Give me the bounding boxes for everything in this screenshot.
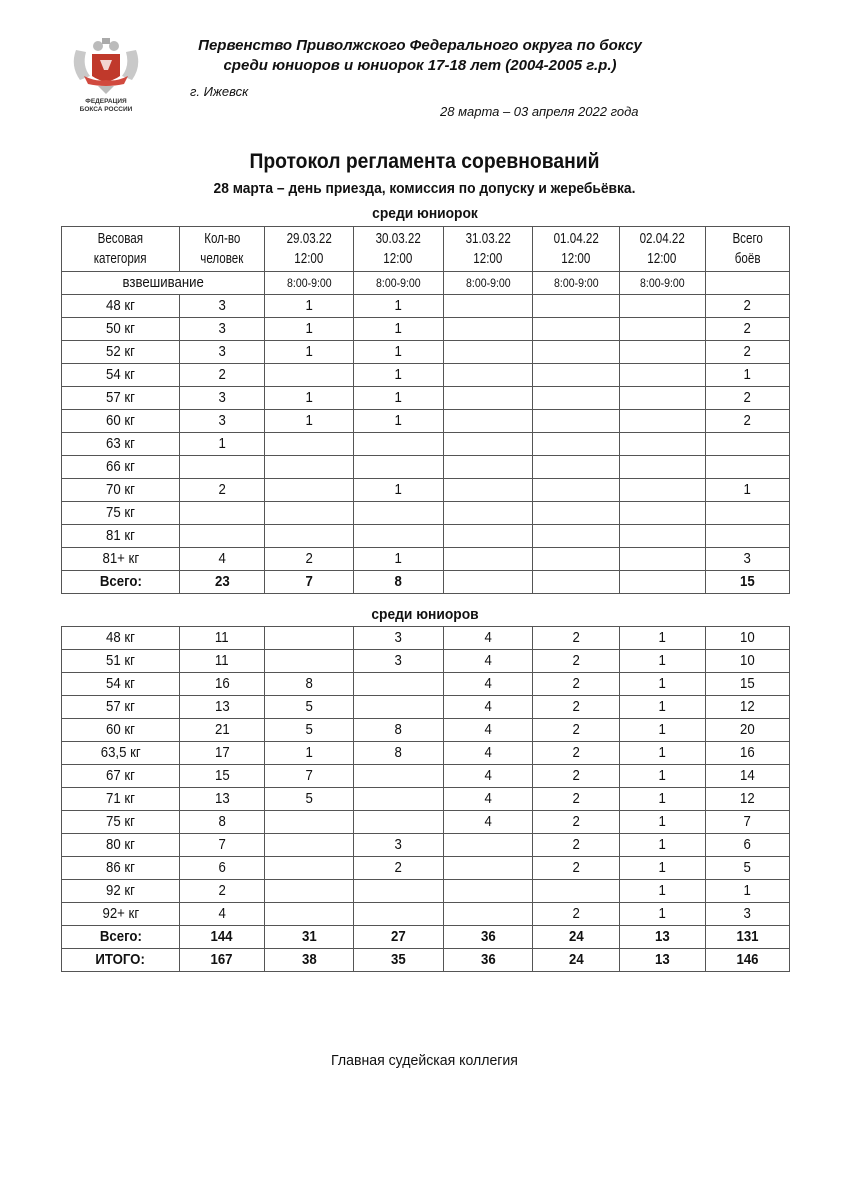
day-bouts-cell: [265, 857, 354, 880]
day-bouts-cell: 5: [265, 788, 354, 811]
day-bouts-cell: 1: [354, 364, 444, 387]
day-bouts-cell: 1: [620, 673, 706, 696]
day-bouts-cell: [620, 548, 706, 571]
total-bouts-cell: [706, 456, 790, 479]
day-bouts-cell: 1: [620, 834, 706, 857]
header-day-4: 01.04.22 12:00: [533, 227, 620, 272]
count-cell: 15: [180, 765, 265, 788]
day-bouts-cell: 1: [620, 650, 706, 673]
weight-category-cell: 54 кг: [62, 364, 180, 387]
grand-total-cell: 35: [354, 949, 444, 972]
table-row: [62, 880, 790, 903]
eagle-emblem-icon: [68, 36, 144, 96]
day-bouts-cell: [265, 627, 354, 650]
grand-total-cell: 13: [620, 949, 706, 972]
weight-category-cell: 86 кг: [62, 857, 180, 880]
championship-title-line1: Первенство Приволжского Федерального округа по боксу: [198, 37, 642, 54]
day-bouts-cell: 5: [265, 719, 354, 742]
weighing-time: 8:00-9:00: [533, 272, 620, 295]
day-bouts-cell: 1: [265, 318, 354, 341]
total-bouts-cell: [706, 433, 790, 456]
weight-category-cell: 51 кг: [62, 650, 180, 673]
total-bouts-cell: 12: [706, 696, 790, 719]
schedule-table-male: [61, 626, 790, 972]
day-bouts-cell: [444, 410, 533, 433]
day-bouts-cell: 8: [265, 673, 354, 696]
day-bouts-cell: 1: [354, 318, 444, 341]
total-bouts-cell: 2: [706, 295, 790, 318]
total-bouts-cell: 2: [706, 318, 790, 341]
day-bouts-cell: [620, 364, 706, 387]
total-bouts-cell: [706, 502, 790, 525]
count-cell: [180, 502, 265, 525]
day-bouts-cell: [533, 525, 620, 548]
table-row: [62, 525, 790, 548]
day-bouts-cell: 8: [354, 719, 444, 742]
day-bouts-cell: [620, 525, 706, 548]
day-bouts-cell: 1: [354, 341, 444, 364]
day-bouts-cell: 4: [444, 650, 533, 673]
day-bouts-cell: [444, 857, 533, 880]
total-bouts-cell: 3: [706, 903, 790, 926]
day-bouts-cell: 2: [533, 696, 620, 719]
day-bouts-cell: 1: [354, 410, 444, 433]
count-cell: 2: [180, 479, 265, 502]
table-row: [62, 765, 790, 788]
count-cell: 3: [180, 410, 265, 433]
day-bouts-cell: 2: [533, 811, 620, 834]
table-row: [62, 719, 790, 742]
city: г. Ижевск: [190, 84, 249, 99]
day-bouts-cell: [354, 525, 444, 548]
day-bouts-cell: [444, 880, 533, 903]
count-cell: 21: [180, 719, 265, 742]
table-row: [62, 903, 790, 926]
count-cell: 13: [180, 696, 265, 719]
total-bouts-cell: 16: [706, 742, 790, 765]
day-bouts-cell: [354, 788, 444, 811]
day-bouts-cell: 4: [444, 788, 533, 811]
day-bouts-cell: [533, 433, 620, 456]
day-bouts-cell: [533, 295, 620, 318]
count-cell: 3: [180, 318, 265, 341]
day-bouts-cell: [533, 479, 620, 502]
day-bouts-cell: [354, 696, 444, 719]
day-bouts-cell: [444, 387, 533, 410]
day-bouts-cell: [265, 834, 354, 857]
total-bouts-cell: 12: [706, 788, 790, 811]
day-bouts-cell: [265, 525, 354, 548]
day-bouts-cell: [444, 295, 533, 318]
total-bouts-cell: 2: [706, 387, 790, 410]
header-day-1: 29.03.22 12:00: [265, 227, 354, 272]
total-bouts-cell: 7: [706, 811, 790, 834]
weight-category-cell: 92 кг: [62, 880, 180, 903]
count-cell: 6: [180, 857, 265, 880]
total-cell: 7: [265, 571, 354, 594]
day-bouts-cell: [620, 341, 706, 364]
day-bouts-cell: 1: [620, 719, 706, 742]
grand-total-cell: 24: [533, 949, 620, 972]
weighing-label: взвешивание: [62, 272, 265, 295]
weight-category-cell: 63 кг: [62, 433, 180, 456]
logo-text-line2: БОКСА РОССИИ: [79, 106, 133, 113]
weighing-empty: [706, 272, 790, 295]
weight-category-cell: 75 кг: [62, 502, 180, 525]
day-bouts-cell: [533, 502, 620, 525]
day-bouts-cell: 2: [533, 765, 620, 788]
document-title: Протокол регламента соревнований: [249, 150, 600, 173]
day-bouts-cell: 2: [533, 788, 620, 811]
weight-category-cell: 54 кг: [62, 673, 180, 696]
day-bouts-cell: 2: [533, 742, 620, 765]
table-row: [62, 341, 790, 364]
total-cell: [620, 571, 706, 594]
total-row: [62, 571, 790, 594]
day-bouts-cell: [354, 903, 444, 926]
day-bouts-cell: [354, 880, 444, 903]
day-bouts-cell: [444, 903, 533, 926]
schedule-table-female: [61, 226, 790, 594]
weight-category-cell: 66 кг: [62, 456, 180, 479]
day-bouts-cell: [533, 387, 620, 410]
day-bouts-cell: 2: [533, 627, 620, 650]
weight-category-cell: 57 кг: [62, 696, 180, 719]
header-weight-category: Весовая категория: [62, 227, 180, 272]
total-cell: 31: [265, 926, 354, 949]
day-bouts-cell: [354, 673, 444, 696]
day-bouts-cell: [620, 502, 706, 525]
day-bouts-cell: [620, 433, 706, 456]
weight-category-cell: 48 кг: [62, 295, 180, 318]
table-row: [62, 811, 790, 834]
count-cell: 8: [180, 811, 265, 834]
day-bouts-cell: 2: [533, 834, 620, 857]
header-day-2: 30.03.22 12:00: [354, 227, 444, 272]
total-cell: 8: [354, 571, 444, 594]
day-bouts-cell: 1: [265, 387, 354, 410]
total-bouts-cell: 1: [706, 364, 790, 387]
day-bouts-cell: [533, 880, 620, 903]
day-bouts-cell: 2: [533, 903, 620, 926]
grand-total-cell: 146: [706, 949, 790, 972]
total-bouts-cell: 15: [706, 673, 790, 696]
total-cell: 15: [706, 571, 790, 594]
weighing-time: 8:00-9:00: [620, 272, 706, 295]
day-bouts-cell: 1: [354, 479, 444, 502]
section-label-female: среди юниорок: [372, 205, 478, 222]
day-bouts-cell: 1: [354, 548, 444, 571]
total-cell: 23: [180, 571, 265, 594]
day-bouts-cell: 5: [265, 696, 354, 719]
day-bouts-cell: 7: [265, 765, 354, 788]
day-bouts-cell: 1: [620, 696, 706, 719]
count-cell: 17: [180, 742, 265, 765]
day-bouts-cell: 1: [620, 857, 706, 880]
header-row: [62, 227, 790, 272]
total-cell: 131: [706, 926, 790, 949]
day-bouts-cell: [265, 364, 354, 387]
table-row: [62, 479, 790, 502]
weighing-time: 8:00-9:00: [265, 272, 354, 295]
day-bouts-cell: 8: [354, 742, 444, 765]
day-bouts-cell: 4: [444, 811, 533, 834]
count-cell: [180, 525, 265, 548]
day-bouts-cell: [533, 456, 620, 479]
day-bouts-cell: [354, 456, 444, 479]
total-bouts-cell: [706, 525, 790, 548]
day-bouts-cell: [620, 387, 706, 410]
weight-category-cell: 67 кг: [62, 765, 180, 788]
header-total-bouts: Всего боёв: [706, 227, 790, 272]
total-bouts-cell: 2: [706, 341, 790, 364]
day-bouts-cell: [620, 295, 706, 318]
total-cell: Всего:: [62, 571, 180, 594]
day-bouts-cell: [620, 318, 706, 341]
day-bouts-cell: [265, 903, 354, 926]
day-bouts-cell: [444, 479, 533, 502]
day-bouts-cell: 1: [354, 295, 444, 318]
day-bouts-cell: 4: [444, 696, 533, 719]
event-dates: 28 марта – 03 апреля 2022 года: [440, 104, 639, 119]
weight-category-cell: 57 кг: [62, 387, 180, 410]
day-bouts-cell: [354, 765, 444, 788]
table-row: [62, 696, 790, 719]
weighing-time: 8:00-9:00: [444, 272, 533, 295]
count-cell: 1: [180, 433, 265, 456]
total-bouts-cell: 6: [706, 834, 790, 857]
day-bouts-cell: 3: [354, 650, 444, 673]
day-bouts-cell: 1: [620, 880, 706, 903]
count-cell: 11: [180, 627, 265, 650]
weight-category-cell: 70 кг: [62, 479, 180, 502]
total-cell: [444, 571, 533, 594]
weight-category-cell: 60 кг: [62, 719, 180, 742]
day-bouts-cell: 1: [265, 742, 354, 765]
weighing-time: 8:00-9:00: [354, 272, 444, 295]
day-bouts-cell: [444, 364, 533, 387]
day-bouts-cell: 3: [354, 834, 444, 857]
day-bouts-cell: 1: [620, 903, 706, 926]
day-bouts-cell: 1: [354, 387, 444, 410]
weight-category-cell: 75 кг: [62, 811, 180, 834]
weight-category-cell: 52 кг: [62, 341, 180, 364]
weight-category-cell: 92+ кг: [62, 903, 180, 926]
document-subtitle: 28 марта – день приезда, комиссия по допуску и жеребьёвка.: [213, 180, 636, 197]
day-bouts-cell: [444, 456, 533, 479]
table-row: [62, 627, 790, 650]
count-cell: 11: [180, 650, 265, 673]
count-cell: 2: [180, 880, 265, 903]
total-cell: [533, 571, 620, 594]
total-bouts-cell: 2: [706, 410, 790, 433]
day-bouts-cell: 4: [444, 627, 533, 650]
total-bouts-cell: 1: [706, 479, 790, 502]
day-bouts-cell: [444, 834, 533, 857]
judges-signature: Главная судейская коллегия: [331, 1052, 518, 1069]
total-bouts-cell: 10: [706, 627, 790, 650]
day-bouts-cell: [265, 880, 354, 903]
header-day-3: 31.03.22 12:00: [444, 227, 533, 272]
day-bouts-cell: 1: [620, 765, 706, 788]
day-bouts-cell: [620, 456, 706, 479]
day-bouts-cell: [444, 341, 533, 364]
day-bouts-cell: 3: [354, 627, 444, 650]
total-cell: 27: [354, 926, 444, 949]
weight-category-cell: 50 кг: [62, 318, 180, 341]
day-bouts-cell: [265, 433, 354, 456]
table-row: [62, 318, 790, 341]
total-cell: 13: [620, 926, 706, 949]
logo-text-line1: ФЕДЕРАЦИЯ: [85, 98, 127, 105]
day-bouts-cell: 4: [444, 765, 533, 788]
table-row: [62, 410, 790, 433]
weight-category-cell: 71 кг: [62, 788, 180, 811]
weighing-row: [62, 272, 790, 295]
weight-category-cell: 60 кг: [62, 410, 180, 433]
total-bouts-cell: 3: [706, 548, 790, 571]
table-row: [62, 548, 790, 571]
grand-total-row: [62, 949, 790, 972]
day-bouts-cell: [265, 502, 354, 525]
championship-title: [170, 36, 670, 76]
table-row: [62, 857, 790, 880]
day-bouts-cell: [354, 502, 444, 525]
day-bouts-cell: [265, 456, 354, 479]
total-cell: 144: [180, 926, 265, 949]
federation-logo: [68, 36, 144, 120]
count-cell: 13: [180, 788, 265, 811]
weight-category-cell: 48 кг: [62, 627, 180, 650]
day-bouts-cell: 1: [620, 742, 706, 765]
table-row: [62, 673, 790, 696]
table-row: [62, 502, 790, 525]
count-cell: 7: [180, 834, 265, 857]
total-bouts-cell: 10: [706, 650, 790, 673]
day-bouts-cell: [444, 548, 533, 571]
day-bouts-cell: [533, 410, 620, 433]
count-cell: 3: [180, 387, 265, 410]
day-bouts-cell: [533, 341, 620, 364]
day-bouts-cell: 1: [265, 410, 354, 433]
day-bouts-cell: 2: [533, 650, 620, 673]
day-bouts-cell: 2: [354, 857, 444, 880]
day-bouts-cell: [444, 433, 533, 456]
total-bouts-cell: 14: [706, 765, 790, 788]
day-bouts-cell: 1: [620, 811, 706, 834]
table-row: [62, 433, 790, 456]
count-cell: 4: [180, 548, 265, 571]
header-day-5: 02.04.22 12:00: [620, 227, 706, 272]
day-bouts-cell: [620, 410, 706, 433]
count-cell: 3: [180, 295, 265, 318]
header-count: Кол-во человек: [180, 227, 265, 272]
count-cell: 3: [180, 341, 265, 364]
count-cell: 16: [180, 673, 265, 696]
day-bouts-cell: [265, 650, 354, 673]
total-bouts-cell: 20: [706, 719, 790, 742]
total-cell: Всего:: [62, 926, 180, 949]
day-bouts-cell: [444, 525, 533, 548]
grand-total-cell: 167: [180, 949, 265, 972]
day-bouts-cell: 2: [533, 857, 620, 880]
day-bouts-cell: 1: [265, 295, 354, 318]
grand-total-cell: 36: [444, 949, 533, 972]
weight-category-cell: 81 кг: [62, 525, 180, 548]
day-bouts-cell: 2: [533, 719, 620, 742]
table-row: [62, 742, 790, 765]
count-cell: [180, 456, 265, 479]
table-row: [62, 650, 790, 673]
day-bouts-cell: [444, 318, 533, 341]
day-bouts-cell: [265, 479, 354, 502]
grand-total-cell: 38: [265, 949, 354, 972]
day-bouts-cell: 1: [265, 341, 354, 364]
weight-category-cell: 80 кг: [62, 834, 180, 857]
championship-title-line2: среди юниоров и юниорок 17-18 лет (2004-2005 г.р.): [223, 57, 617, 74]
day-bouts-cell: 1: [620, 788, 706, 811]
day-bouts-cell: [265, 811, 354, 834]
table-row: [62, 834, 790, 857]
section-label-male: среди юниоров: [371, 606, 479, 623]
total-bouts-cell: 1: [706, 880, 790, 903]
count-cell: 2: [180, 364, 265, 387]
weight-category-cell: 63,5 кг: [62, 742, 180, 765]
day-bouts-cell: [354, 811, 444, 834]
total-row: [62, 926, 790, 949]
total-bouts-cell: 5: [706, 857, 790, 880]
weight-category-cell: 81+ кг: [62, 548, 180, 571]
day-bouts-cell: [444, 502, 533, 525]
day-bouts-cell: 1: [620, 627, 706, 650]
table-row: [62, 295, 790, 318]
day-bouts-cell: [354, 433, 444, 456]
day-bouts-cell: [533, 364, 620, 387]
day-bouts-cell: [533, 318, 620, 341]
count-cell: 4: [180, 903, 265, 926]
day-bouts-cell: 2: [533, 673, 620, 696]
table-row: [62, 456, 790, 479]
grand-total-cell: ИТОГО:: [62, 949, 180, 972]
day-bouts-cell: 4: [444, 742, 533, 765]
day-bouts-cell: 4: [444, 719, 533, 742]
table-row: [62, 788, 790, 811]
day-bouts-cell: [620, 479, 706, 502]
day-bouts-cell: 4: [444, 673, 533, 696]
day-bouts-cell: [533, 548, 620, 571]
table-row: [62, 387, 790, 410]
total-cell: 36: [444, 926, 533, 949]
table-row: [62, 364, 790, 387]
total-cell: 24: [533, 926, 620, 949]
day-bouts-cell: 2: [265, 548, 354, 571]
